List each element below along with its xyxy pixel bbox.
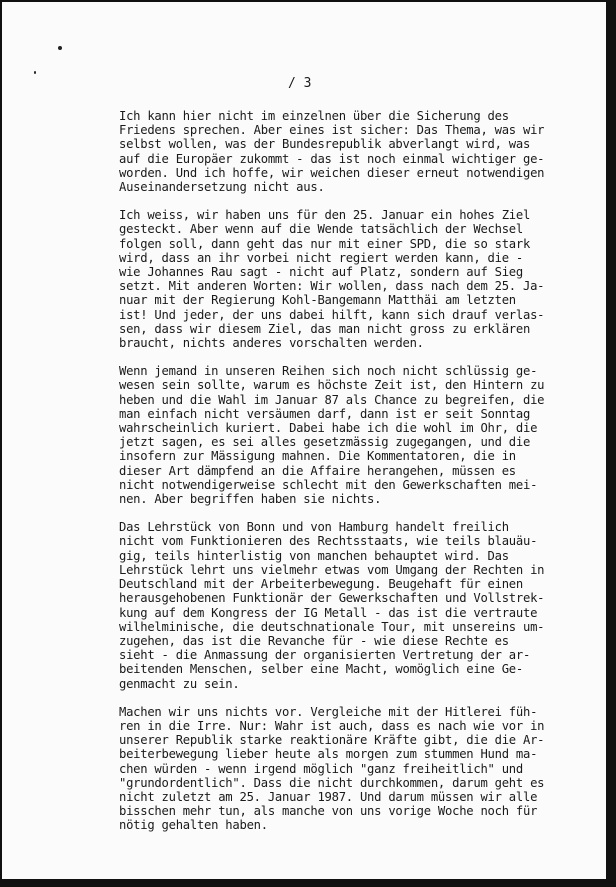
text-line: zugehen, das ist die Revanche für - wie diese Rechte es [119, 633, 509, 648]
text-line: Friedens sprechen. Aber eines ist sicher: Das Thema, was wir [119, 123, 545, 138]
text-line: kung auf dem Kongress der IG Metall - das ist die vertraute [119, 605, 538, 620]
paragraph [119, 705, 559, 833]
text-line: nen. Aber begriffen haben sie nichts. [119, 492, 382, 507]
text-line: beitenden Menschen, selber eine Macht, womöglich eine Ge- [119, 662, 523, 677]
text-line: gig, teils hinterlistig von manchen behauptet wird. Das [119, 548, 509, 563]
text-line: chen würden - wenn irgend möglich "ganz freiheitlich" und [119, 761, 523, 776]
text-line: ist! Und jeder, der uns dabei hilft, kann sich drauf verlas- [119, 307, 545, 322]
text-line: nicht zuletzt am 25. Januar 1987. Und darum müssen wir alle [119, 789, 538, 804]
text-line: nicht notwendigerweise schlecht mit den Gewerkschaften mei- [119, 477, 538, 492]
text-line: auf die Europäer zukommt - das ist noch einmal wichtiger ge- [119, 151, 545, 166]
text-line: jetzt sagen, es sei alles gesetzmässig zugegangen, und die [119, 435, 531, 450]
text-line: nuar mit der Regierung Kohl-Bangemann Matthäi am letzten [119, 293, 516, 308]
text-line: braucht, nichts anderes vorschalten werden. [119, 336, 424, 351]
text-line: herausgehobenen Funktionär der Gewerkschaften und Vollstrek- [119, 591, 545, 606]
text-line: sen, dass wir diesem Ziel, das man nicht gross zu erklären [119, 321, 531, 336]
text-line: Wenn jemand in unseren Reihen sich noch nicht schlüssig ge- [119, 364, 538, 379]
text-line: Das Lehrstück von Bonn und von Hamburg handelt freilich [119, 520, 509, 535]
text-line: bisschen mehr tun, als manche von uns vorige Woche noch für [119, 804, 538, 819]
text-line: nötig gehalten haben. [119, 818, 268, 833]
text-line: insofern zur Mässigung mahnen. Die Kommentatoren, die in [119, 449, 516, 464]
text-line: nicht vom Funktionieren des Rechtsstaats, wie teils blauäu- [119, 534, 538, 549]
paragraph [119, 208, 559, 350]
text-line: setzt. Mit anderen Worten: Wir wollen, dass nach dem 25. Ja- [119, 279, 545, 294]
text-line: man einfach nicht versäumen darf, dann ist er seit Sonntag [119, 406, 531, 421]
text-line: dieser Art dämpfend an die Affaire herangehen, müssen es [119, 463, 516, 478]
text-line: beiterbewegung lieber heute als morgen zum stummen Hund ma- [119, 747, 538, 762]
text-line: Ich weiss, wir haben uns für den 25. Januar ein hohes Ziel [119, 208, 531, 223]
text-line: Ich kann hier nicht im einzelnen über die Sicherung des [119, 109, 509, 123]
text-line: ren in die Irre. Nur: Wahr ist auch, dass es nach wie vor in [119, 718, 545, 733]
paragraph [119, 109, 559, 194]
text-line: Deutschland mit der Arbeiterbewegung. Beugehaft für einen [119, 577, 523, 592]
text-line: genmacht zu sein. [119, 676, 240, 691]
text-line: gesteckt. Aber wenn auf die Wende tatsächlich der Wechsel [119, 222, 523, 237]
document-page [2, 2, 606, 879]
text-line: folgen soll, dann geht das nur mit einer SPD, die so stark [119, 236, 531, 251]
paragraph [119, 520, 559, 690]
text-line: Auseinandersetzung nicht aus. [119, 180, 325, 195]
text-line: wahrscheinlich kuriert. Dabei habe ich die wohl im Ohr, die [119, 421, 538, 436]
scan-speck [34, 71, 36, 74]
text-line: "grundordentlich". Dass die nicht durchkommen, darum geht es [119, 775, 545, 790]
text-line: unserer Republik starke reaktionäre Kräfte gibt, die die Ar- [119, 733, 545, 748]
text-line: worden. Und ich hoffe, wir weichen dieser erneut notwendigen [119, 165, 545, 180]
text-line: selbst wollen, was der Bundesrepublik abverlangt wird, was [119, 137, 531, 152]
text-line: wilhelminische, die deutschnationale Tour, mit unsereins um- [119, 619, 545, 634]
text-line: Lehrstück lehrt uns vielmehr etwas vom Umgang der Rechten in [119, 562, 545, 577]
text-line: sieht - die Anmassung der organisierten Vertretung der ar- [119, 648, 531, 663]
scan-speck [58, 46, 62, 50]
document-body [119, 109, 559, 847]
text-line: heben und die Wahl im Januar 87 als Chance zu begreifen, die [119, 392, 545, 407]
text-line: wesen sein sollte, warum es höchste Zeit ist, den Hintern zu [119, 378, 545, 393]
page-number: / 3 [288, 76, 312, 91]
text-line: wird, dass an ihr vorbei nicht regiert werden kann, die - [119, 250, 523, 265]
paragraph [119, 364, 559, 506]
scan-border [606, 0, 616, 887]
text-line: Machen wir uns nichts vor. Vergleiche mit der Hitlerei füh- [119, 704, 538, 719]
text-line: wie Johannes Rau sagt - nicht auf Platz, sondern auf Sieg [119, 265, 523, 280]
